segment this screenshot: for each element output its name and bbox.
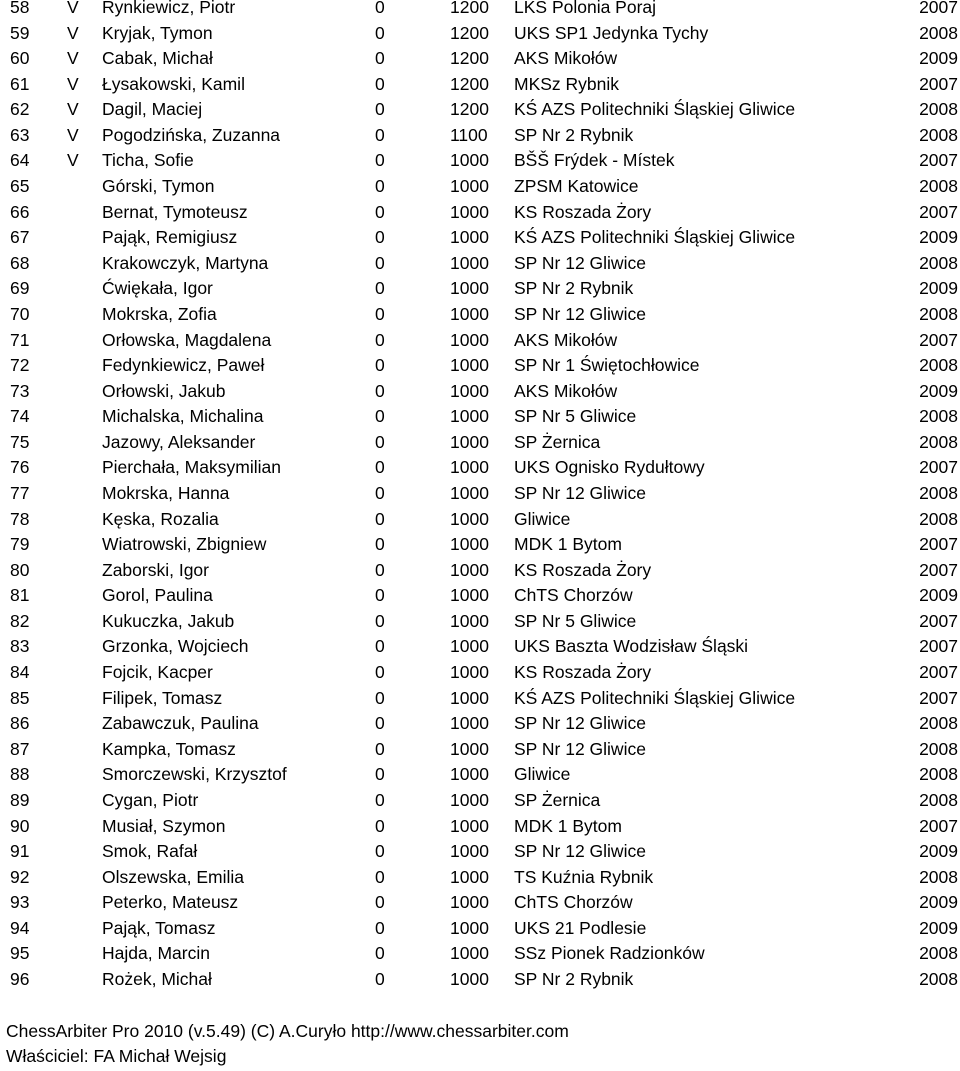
player-number: 64 xyxy=(10,150,30,171)
player-club: LKS Polonia Poraj xyxy=(514,0,657,17)
player-fide-rating: 0 xyxy=(375,329,385,350)
player-rating: 1000 xyxy=(450,892,489,913)
player-fide-rating: 0 xyxy=(375,968,385,989)
player-birth-year: 2008 xyxy=(919,738,958,759)
player-name: Krakowczyk, Martyna xyxy=(102,252,269,273)
player-flag: V xyxy=(67,150,79,171)
player-fide-rating: 0 xyxy=(375,406,385,427)
player-fide-rating: 0 xyxy=(375,303,385,324)
player-birth-year: 2008 xyxy=(919,764,958,785)
player-name: Pająk, Remigiusz xyxy=(102,227,238,248)
player-name: Cygan, Piotr xyxy=(102,789,199,810)
player-name: Grzonka, Wojciech xyxy=(102,636,249,657)
player-club: ChTS Chorzów xyxy=(514,892,633,913)
player-number: 69 xyxy=(10,278,30,299)
player-name: Dagil, Maciej xyxy=(102,99,203,120)
player-birth-year: 2007 xyxy=(919,687,958,708)
player-birth-year: 2008 xyxy=(919,713,958,734)
player-club: TS Kuźnia Rybnik xyxy=(514,866,654,887)
player-birth-year: 2008 xyxy=(919,943,958,964)
player-fide-rating: 0 xyxy=(375,534,385,555)
player-name: Michalska, Michalina xyxy=(102,406,264,427)
player-fide-rating: 0 xyxy=(375,636,385,657)
player-rating: 1000 xyxy=(450,738,489,759)
player-club: KŚ AZS Politechniki Śląskiej Gliwice xyxy=(514,227,796,248)
player-fide-rating: 0 xyxy=(375,227,385,248)
table-row xyxy=(0,968,960,998)
player-birth-year: 2007 xyxy=(919,559,958,580)
player-club: SP Nr 12 Gliwice xyxy=(514,841,646,862)
player-club: SP Nr 2 Rybnik xyxy=(514,968,634,989)
player-number: 60 xyxy=(10,48,30,69)
player-birth-year: 2009 xyxy=(919,917,958,938)
player-number: 62 xyxy=(10,99,30,120)
player-birth-year: 2007 xyxy=(919,201,958,222)
player-number: 59 xyxy=(10,22,30,43)
player-name: Smorczewski, Krzysztof xyxy=(102,764,287,785)
player-fide-rating: 0 xyxy=(375,662,385,683)
player-number: 76 xyxy=(10,457,30,478)
player-fide-rating: 0 xyxy=(375,73,385,94)
player-fide-rating: 0 xyxy=(375,201,385,222)
player-birth-year: 2009 xyxy=(919,278,958,299)
player-rating: 1000 xyxy=(450,431,489,452)
player-birth-year: 2009 xyxy=(919,48,958,69)
player-rating: 1000 xyxy=(450,329,489,350)
player-number: 70 xyxy=(10,303,30,324)
player-birth-year: 2008 xyxy=(919,252,958,273)
player-number: 85 xyxy=(10,687,30,708)
player-rating: 1000 xyxy=(450,917,489,938)
player-club: SP Nr 5 Gliwice xyxy=(514,406,637,427)
player-club: UKS SP1 Jedynka Tychy xyxy=(514,22,709,43)
player-flag: V xyxy=(67,48,79,69)
player-fide-rating: 0 xyxy=(375,176,385,197)
player-birth-year: 2008 xyxy=(919,968,958,989)
player-name: Orłowski, Jakub xyxy=(102,380,226,401)
player-club: KS Roszada Żory xyxy=(514,201,652,222)
player-fide-rating: 0 xyxy=(375,380,385,401)
player-name: Pierchała, Maksymilian xyxy=(102,457,281,478)
player-rating: 1000 xyxy=(450,508,489,529)
player-rating: 1000 xyxy=(450,176,489,197)
player-club: SP Żernica xyxy=(514,789,601,810)
player-club: SP Nr 12 Gliwice xyxy=(514,303,646,324)
player-name: Hajda, Marcin xyxy=(102,943,210,964)
player-birth-year: 2007 xyxy=(919,329,958,350)
player-birth-year: 2009 xyxy=(919,841,958,862)
player-name: Rożek, Michał xyxy=(102,968,212,989)
player-name: Pająk, Tomasz xyxy=(102,917,216,938)
player-birth-year: 2008 xyxy=(919,124,958,145)
player-fide-rating: 0 xyxy=(375,738,385,759)
player-club: AKS Mikołów xyxy=(514,329,618,350)
player-club: KŚ AZS Politechniki Śląskiej Gliwice xyxy=(514,687,796,708)
player-rating: 1000 xyxy=(450,764,489,785)
player-birth-year: 2008 xyxy=(919,482,958,503)
footer-software-credit: ChessArbiter Pro 2010 (v.5.49) (C) A.Curyło http://www.chessarbiter.com xyxy=(6,1021,569,1041)
player-fide-rating: 0 xyxy=(375,892,385,913)
player-birth-year: 2009 xyxy=(919,227,958,248)
player-birth-year: 2008 xyxy=(919,789,958,810)
player-name: Gorol, Paulina xyxy=(102,585,213,606)
player-number: 80 xyxy=(10,559,30,580)
player-rating: 1000 xyxy=(450,968,489,989)
player-number: 68 xyxy=(10,252,30,273)
player-number: 79 xyxy=(10,534,30,555)
player-flag: V xyxy=(67,124,79,145)
player-name: Mokrska, Hanna xyxy=(102,482,230,503)
player-fide-rating: 0 xyxy=(375,585,385,606)
player-rating: 1000 xyxy=(450,866,489,887)
player-rating: 1000 xyxy=(450,636,489,657)
player-number: 74 xyxy=(10,406,30,427)
player-fide-rating: 0 xyxy=(375,99,385,120)
player-birth-year: 2007 xyxy=(919,636,958,657)
player-club: Gliwice xyxy=(514,508,571,529)
player-birth-year: 2009 xyxy=(919,892,958,913)
player-fide-rating: 0 xyxy=(375,610,385,631)
player-name: Olszewska, Emilia xyxy=(102,866,244,887)
player-number: 86 xyxy=(10,713,30,734)
player-birth-year: 2008 xyxy=(919,355,958,376)
player-fide-rating: 0 xyxy=(375,22,385,43)
player-fide-rating: 0 xyxy=(375,431,385,452)
player-number: 94 xyxy=(10,917,30,938)
player-name: Zabawczuk, Paulina xyxy=(102,713,259,734)
player-rating: 1000 xyxy=(450,355,489,376)
player-number: 73 xyxy=(10,380,30,401)
player-name: Filipek, Tomasz xyxy=(102,687,223,708)
player-club: SP Nr 12 Gliwice xyxy=(514,252,646,273)
player-name: Kryjak, Tymon xyxy=(102,22,213,43)
player-birth-year: 2007 xyxy=(919,457,958,478)
player-name: Rynkiewicz, Piotr xyxy=(102,0,236,17)
player-name: Pogodzińska, Zuzanna xyxy=(102,124,281,145)
player-birth-year: 2007 xyxy=(919,150,958,171)
player-name: Orłowska, Magdalena xyxy=(102,329,272,350)
player-name: Górski, Tymon xyxy=(102,176,215,197)
player-club: ZPSM Katowice xyxy=(514,176,639,197)
player-fide-rating: 0 xyxy=(375,482,385,503)
player-club: SP Nr 2 Rybnik xyxy=(514,278,634,299)
player-birth-year: 2007 xyxy=(919,73,958,94)
player-number: 89 xyxy=(10,789,30,810)
player-fide-rating: 0 xyxy=(375,789,385,810)
player-rating: 1000 xyxy=(450,841,489,862)
player-number: 77 xyxy=(10,482,30,503)
player-birth-year: 2008 xyxy=(919,303,958,324)
player-rating: 1000 xyxy=(450,943,489,964)
player-name: Ćwiękała, Igor xyxy=(102,278,213,299)
player-club: SP Nr 5 Gliwice xyxy=(514,610,637,631)
player-fide-rating: 0 xyxy=(375,48,385,69)
player-name: Peterko, Mateusz xyxy=(102,892,239,913)
player-name: Kukuczka, Jakub xyxy=(102,610,235,631)
player-birth-year: 2009 xyxy=(919,380,958,401)
player-rating: 1000 xyxy=(450,303,489,324)
player-club: Gliwice xyxy=(514,764,571,785)
player-name: Łysakowski, Kamil xyxy=(102,73,245,94)
player-club: ChTS Chorzów xyxy=(514,585,633,606)
player-rating: 1000 xyxy=(450,227,489,248)
player-number: 75 xyxy=(10,431,30,452)
player-name: Cabak, Michał xyxy=(102,48,213,69)
player-club: KŚ AZS Politechniki Śląskiej Gliwice xyxy=(514,99,796,120)
player-number: 61 xyxy=(10,73,30,94)
player-club: UKS 21 Podlesie xyxy=(514,917,647,938)
player-rating: 1000 xyxy=(450,252,489,273)
player-fide-rating: 0 xyxy=(375,124,385,145)
player-fide-rating: 0 xyxy=(375,508,385,529)
player-rating: 1000 xyxy=(450,482,489,503)
player-club: SP Nr 12 Gliwice xyxy=(514,713,646,734)
player-rating: 1000 xyxy=(450,559,489,580)
player-name: Fedynkiewicz, Paweł xyxy=(102,355,265,376)
player-club: SP Nr 12 Gliwice xyxy=(514,482,646,503)
player-club: MKSz Rybnik xyxy=(514,73,620,94)
player-club: SSz Pionek Radzionków xyxy=(514,943,705,964)
player-number: 66 xyxy=(10,201,30,222)
player-rating: 1000 xyxy=(450,585,489,606)
player-club: MDK 1 Bytom xyxy=(514,815,622,836)
player-flag: V xyxy=(67,22,79,43)
player-rating: 1000 xyxy=(450,380,489,401)
player-name: Kampka, Tomasz xyxy=(102,738,236,759)
player-birth-year: 2008 xyxy=(919,866,958,887)
player-number: 81 xyxy=(10,585,30,606)
player-fide-rating: 0 xyxy=(375,559,385,580)
player-birth-year: 2008 xyxy=(919,99,958,120)
player-fide-rating: 0 xyxy=(375,866,385,887)
player-club: UKS Baszta Wodzisław Śląski xyxy=(514,636,749,657)
player-flag: V xyxy=(67,99,79,120)
player-rating: 1000 xyxy=(450,610,489,631)
player-number: 78 xyxy=(10,508,30,529)
player-name: Mokrska, Zofia xyxy=(102,303,217,324)
player-club: KS Roszada Żory xyxy=(514,559,652,580)
player-name: Musiał, Szymon xyxy=(102,815,226,836)
player-fide-rating: 0 xyxy=(375,815,385,836)
player-club: SP Żernica xyxy=(514,431,601,452)
player-name: Bernat, Tymoteusz xyxy=(102,201,248,222)
player-birth-year: 2008 xyxy=(919,22,958,43)
player-birth-year: 2007 xyxy=(919,662,958,683)
player-birth-year: 2008 xyxy=(919,431,958,452)
player-number: 82 xyxy=(10,610,30,631)
player-birth-year: 2008 xyxy=(919,176,958,197)
player-rating: 1000 xyxy=(450,278,489,299)
player-name: Fojcik, Kacper xyxy=(102,662,213,683)
player-club: SP Nr 12 Gliwice xyxy=(514,738,646,759)
player-club: MDK 1 Bytom xyxy=(514,534,622,555)
player-number: 90 xyxy=(10,815,30,836)
player-fide-rating: 0 xyxy=(375,457,385,478)
player-club: UKS Ognisko Rydułtowy xyxy=(514,457,705,478)
player-number: 96 xyxy=(10,968,30,989)
player-rating: 1000 xyxy=(450,713,489,734)
player-fide-rating: 0 xyxy=(375,278,385,299)
player-fide-rating: 0 xyxy=(375,713,385,734)
player-club: AKS Mikołów xyxy=(514,380,618,401)
player-number: 83 xyxy=(10,636,30,657)
player-number: 67 xyxy=(10,227,30,248)
player-rating: 1200 xyxy=(450,22,489,43)
player-number: 72 xyxy=(10,355,30,376)
footer-owner: Właściciel: FA Michał Wejsig xyxy=(6,1046,227,1066)
player-birth-year: 2008 xyxy=(919,406,958,427)
player-fide-rating: 0 xyxy=(375,943,385,964)
player-number: 65 xyxy=(10,176,30,197)
player-rating: 1000 xyxy=(450,789,489,810)
player-club: SP Nr 2 Rybnik xyxy=(514,124,634,145)
player-club: KS Roszada Żory xyxy=(514,662,652,683)
player-rating: 1200 xyxy=(450,73,489,94)
player-rating: 1000 xyxy=(450,687,489,708)
player-rating: 1200 xyxy=(450,48,489,69)
player-number: 93 xyxy=(10,892,30,913)
player-number: 84 xyxy=(10,662,30,683)
player-fide-rating: 0 xyxy=(375,252,385,273)
player-number: 58 xyxy=(10,0,30,17)
player-name: Ticha, Sofie xyxy=(102,150,194,171)
player-name: Jazowy, Aleksander xyxy=(102,431,256,452)
player-fide-rating: 0 xyxy=(375,764,385,785)
player-rating: 1000 xyxy=(450,457,489,478)
player-rating: 1000 xyxy=(450,534,489,555)
player-fide-rating: 0 xyxy=(375,150,385,171)
player-rating: 1000 xyxy=(450,406,489,427)
player-birth-year: 2007 xyxy=(919,534,958,555)
player-number: 63 xyxy=(10,124,30,145)
player-rating: 1200 xyxy=(450,0,489,17)
player-fide-rating: 0 xyxy=(375,917,385,938)
player-number: 87 xyxy=(10,738,30,759)
player-name: Kęska, Rozalia xyxy=(102,508,219,529)
player-fide-rating: 0 xyxy=(375,841,385,862)
player-flag: V xyxy=(67,73,79,94)
player-rating: 1000 xyxy=(450,662,489,683)
player-rating: 1100 xyxy=(450,124,488,145)
player-name: Smok, Rafał xyxy=(102,841,198,862)
player-fide-rating: 0 xyxy=(375,0,385,17)
player-flag: V xyxy=(67,0,79,17)
player-birth-year: 2008 xyxy=(919,508,958,529)
player-rating: 1000 xyxy=(450,150,489,171)
player-number: 95 xyxy=(10,943,30,964)
player-birth-year: 2007 xyxy=(919,0,958,17)
player-birth-year: 2009 xyxy=(919,585,958,606)
player-fide-rating: 0 xyxy=(375,355,385,376)
player-fide-rating: 0 xyxy=(375,687,385,708)
player-name: Zaborski, Igor xyxy=(102,559,209,580)
player-birth-year: 2007 xyxy=(919,610,958,631)
player-rating: 1000 xyxy=(450,815,489,836)
player-club: SP Nr 1 Świętochłowice xyxy=(514,355,700,376)
player-name: Wiatrowski, Zbigniew xyxy=(102,534,267,555)
player-number: 71 xyxy=(10,329,30,350)
player-rating: 1000 xyxy=(450,201,489,222)
player-number: 88 xyxy=(10,764,30,785)
player-birth-year: 2007 xyxy=(919,815,958,836)
player-number: 91 xyxy=(10,841,30,862)
player-number: 92 xyxy=(10,866,30,887)
player-rating: 1200 xyxy=(450,99,489,120)
player-club: AKS Mikołów xyxy=(514,48,618,69)
player-club: BŠŠ Frýdek - Místek xyxy=(514,150,675,171)
